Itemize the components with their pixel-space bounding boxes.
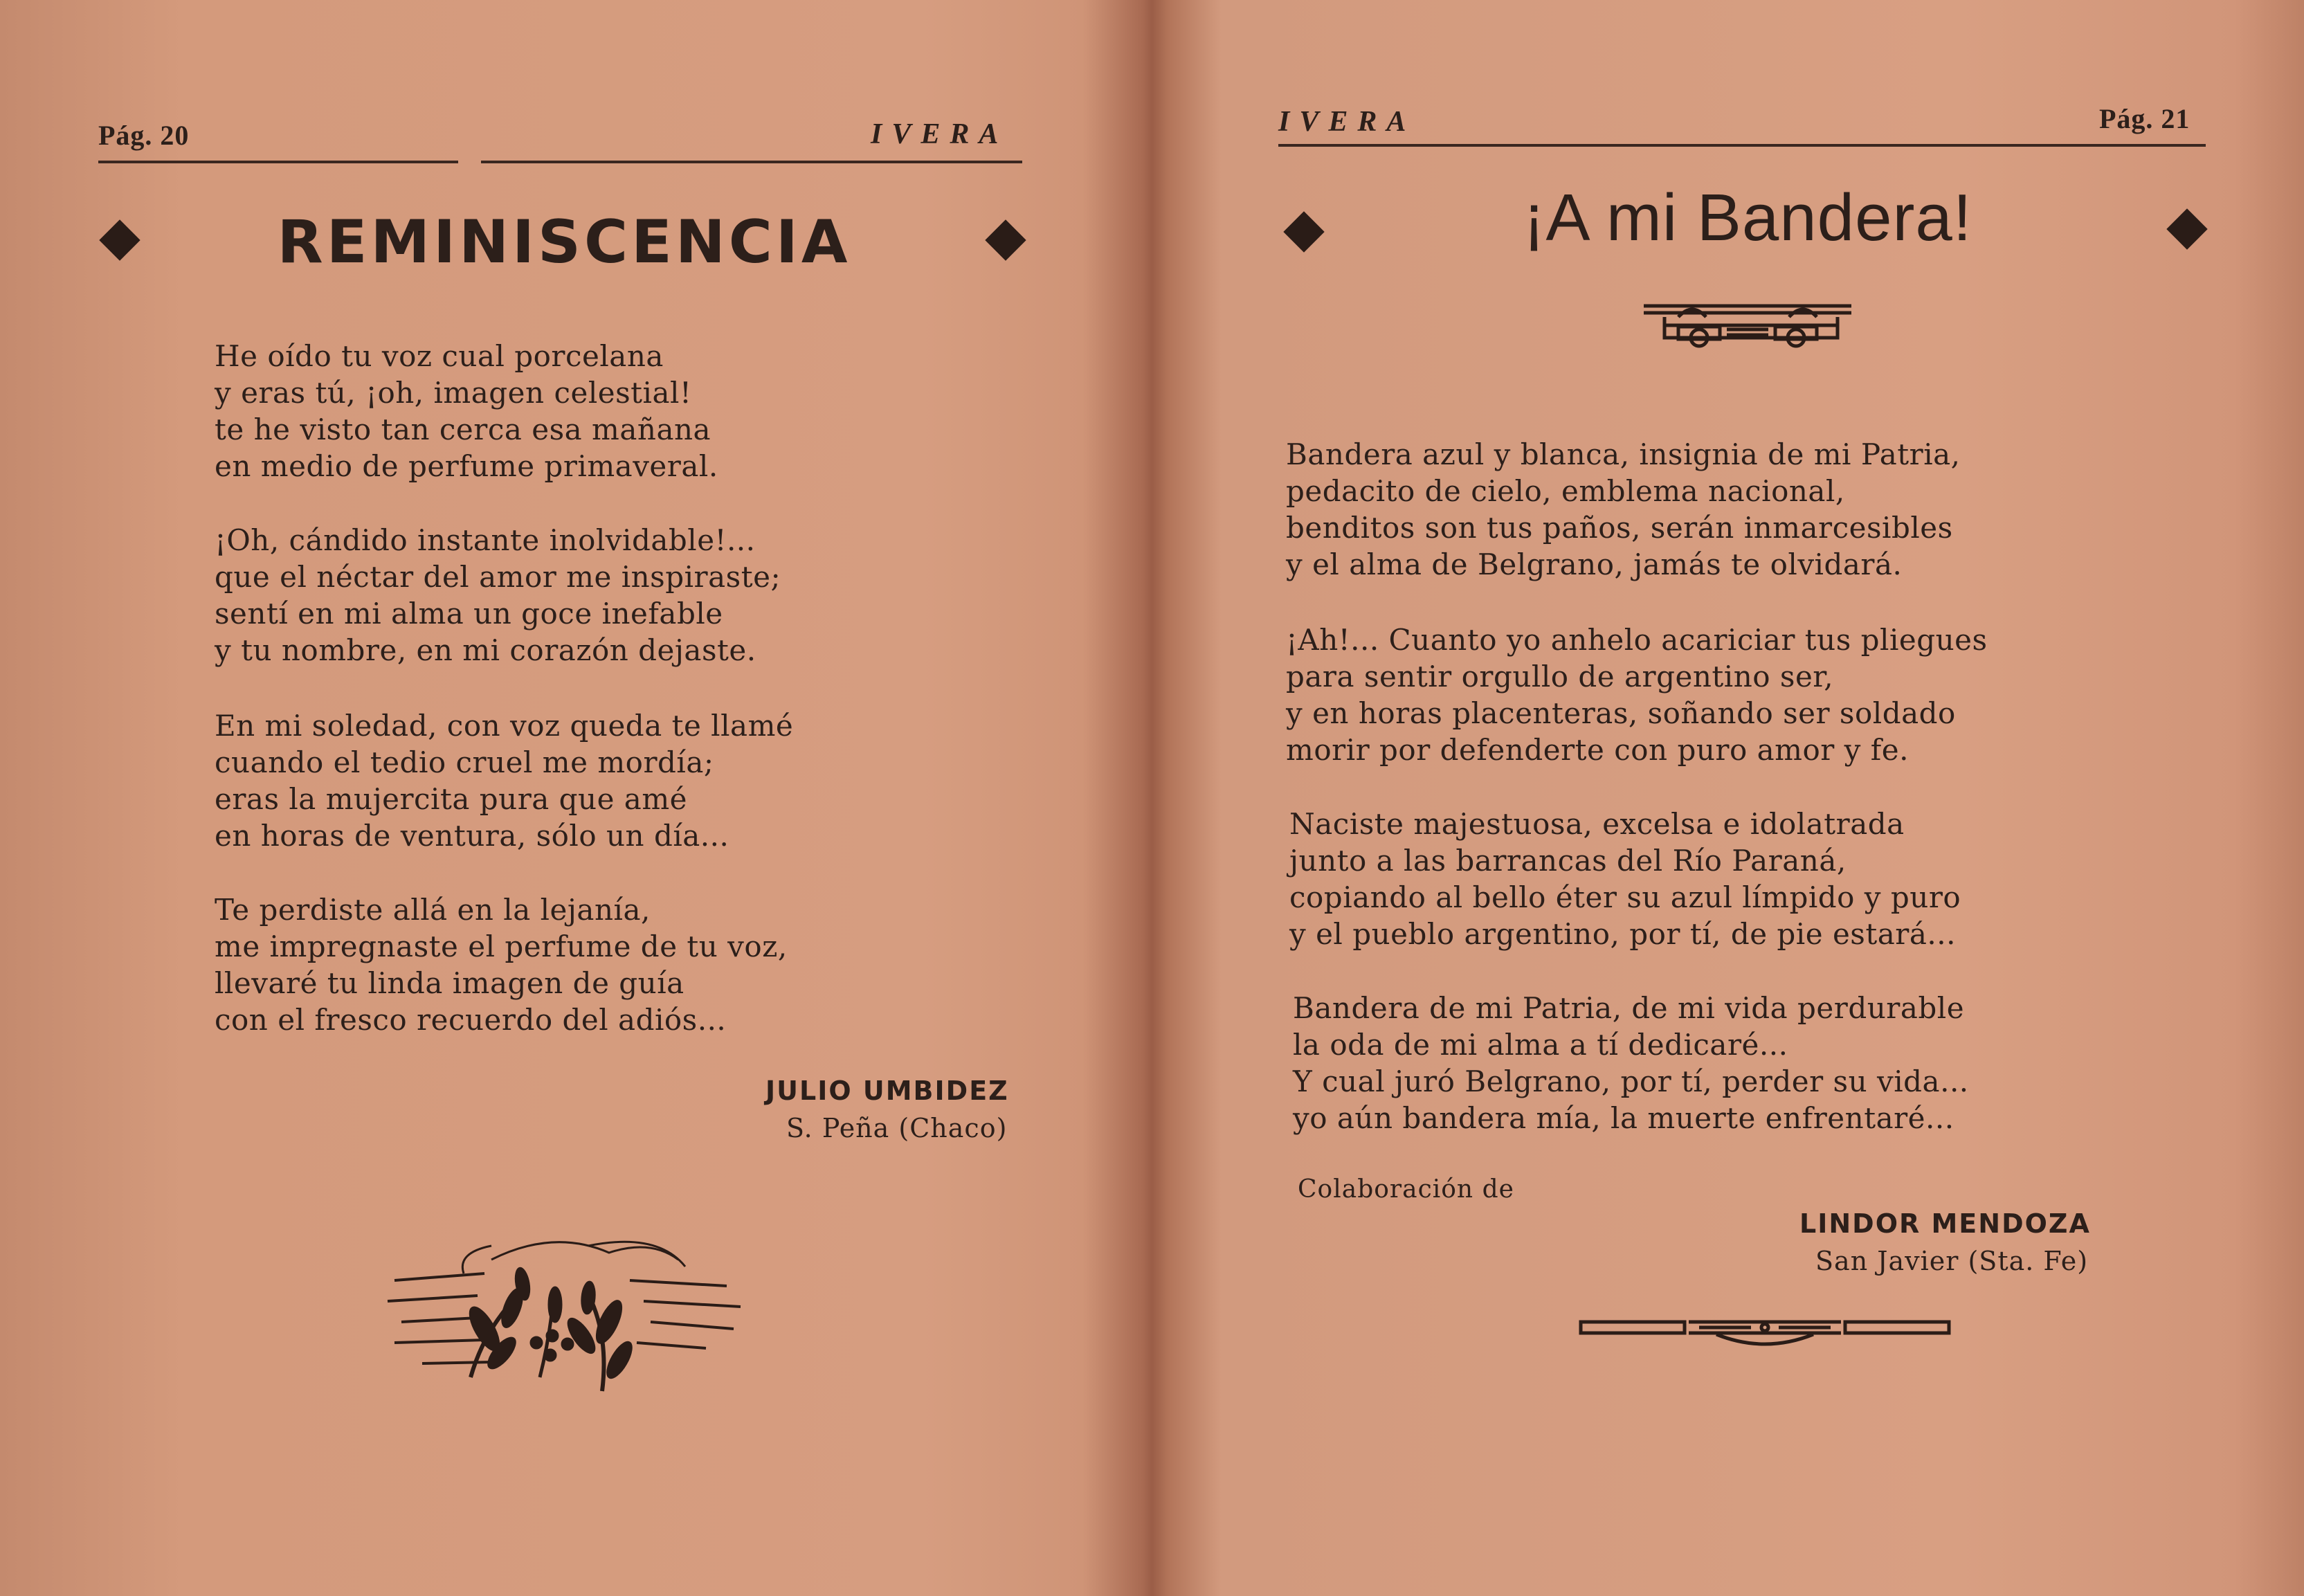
diamond-ornament-left-2 — [1283, 211, 1324, 252]
journal-name-left: IVERA — [871, 118, 1008, 150]
diamond-ornament-left — [99, 219, 140, 260]
laurel-branch-ornament — [381, 1232, 754, 1405]
author-name: JULIO UMBIDEZ — [765, 1076, 1009, 1106]
header-rule-left-a — [98, 161, 458, 163]
right-page — [1159, 0, 2304, 1596]
stanza-2: ¡Oh, cándido instante inolvidable!... que el néctar del amor me inspiraste; sentí en mi alma un goce inefable y tu nombre, en mi corazón dejaste. — [215, 523, 781, 667]
stanza-1: He oído tu voz cual porcelana y eras tú, ¡oh, imagen celestial! te he visto tan cerca esa mañana en medio de perfume primaveral. — [215, 339, 718, 483]
collaboration-note: Colaboración de — [1298, 1175, 1514, 1204]
author-name: LINDOR MENDOZA — [1799, 1208, 2091, 1239]
diamond-ornament-right-2 — [2166, 208, 2207, 249]
page-number-20: Pág. 20 — [98, 120, 190, 151]
left-page — [0, 0, 1149, 1596]
journal-name-right: IVERA — [1278, 106, 1416, 138]
header-rule-right — [1278, 144, 2206, 147]
poem-title-reminiscencia: REMINISCENCIA — [277, 208, 851, 277]
author-place: San Javier (Sta. Fe) — [1815, 1246, 2089, 1276]
author-place: S. Peña (Chaco) — [786, 1113, 1008, 1143]
end-rule-ornament — [1578, 1315, 1952, 1354]
stanza-3: En mi soledad, con voz queda te llamé cuando el tedio cruel me mordía; eras la mujercita pura que amé en horas de ventura, sólo un día... — [215, 709, 794, 853]
title-ornament — [1637, 296, 1858, 352]
stanza-1: Bandera azul y blanca, insignia de mi Patria, pedacito de cielo, emblema nacional, benditos son tus paños, serán inmarcesibles y el alma de Belgrano, jamás te olvidará. — [1286, 437, 1961, 581]
stanza-2: ¡Ah!... Cuanto yo anhelo acariciar tus pliegues para sentir orgullo de argentino ser, y en horas placenteras, soñando ser soldado morir por defenderte con puro amor y fe. — [1286, 623, 1988, 767]
stanza-4: Bandera de mi Patria, de mi vida perdurable la oda de mi alma a tí dedicaré... Y cual juró Belgrano, por tí, perder su vida... yo aún bandera mía, la muerte enfrentaré... — [1293, 991, 1969, 1135]
diamond-ornament-right — [985, 219, 1026, 260]
stanza-3: Naciste majestuosa, excelsa e idolatrada junto a las barrancas del Río Paraná, copiando al bello éter su azul límpido y puro y el pueblo argentino, por tí, de pie estará... — [1289, 807, 1961, 951]
poem-title-a-mi-bandera: ¡A mi Bandera! — [1523, 181, 1972, 255]
page-number-21: Pág. 21 — [2099, 103, 2190, 134]
stanza-4: Te perdiste allá en la lejanía, me impregnaste el perfume de tu voz, llevaré tu linda imagen de guía con el fresco recuerdo del adiós... — [215, 893, 788, 1037]
header-rule-left-b — [481, 161, 1022, 163]
